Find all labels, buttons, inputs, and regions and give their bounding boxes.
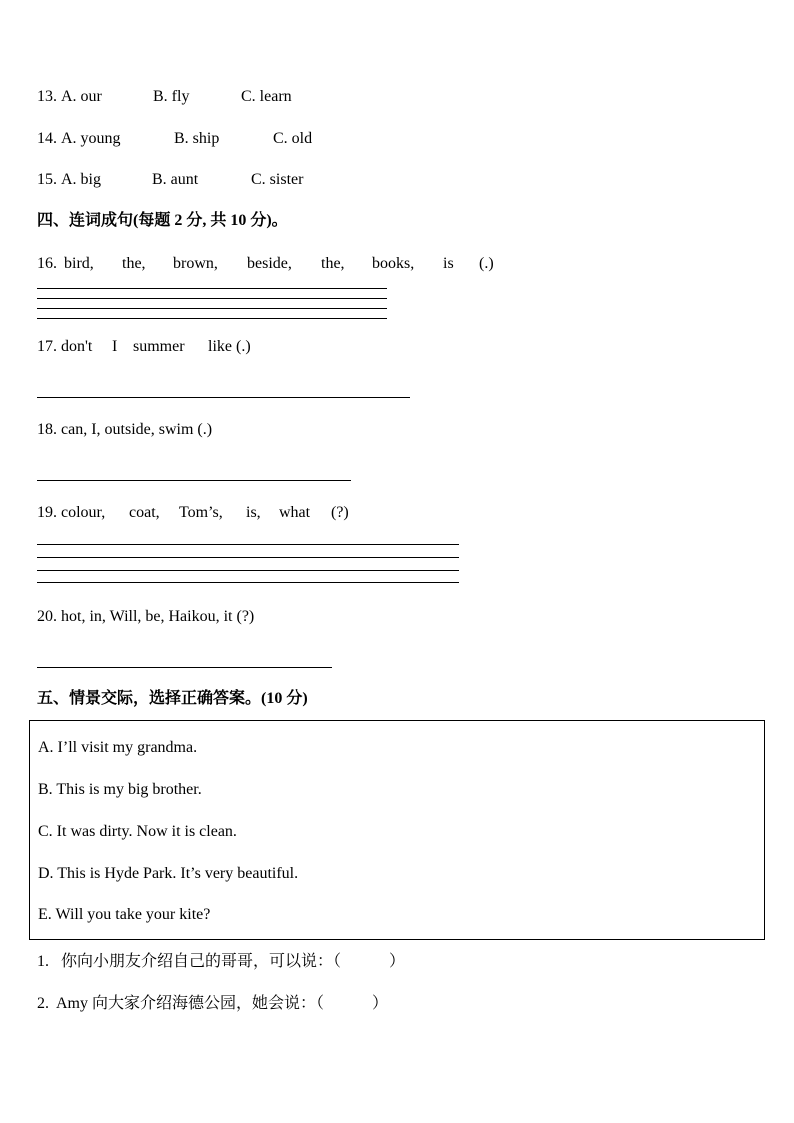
option-b: B. aunt (152, 171, 199, 188)
word: coat, (129, 504, 160, 521)
word: summer (133, 338, 185, 355)
question-number: 14. (37, 130, 57, 147)
answer-line[interactable] (37, 544, 459, 545)
option-e-text: E. Will you take your kite? (38, 906, 211, 923)
word: is (443, 255, 454, 272)
word: books, (372, 255, 415, 272)
question-number: 19. (37, 504, 57, 521)
option-c: C. old (273, 130, 313, 147)
answer-line[interactable] (37, 557, 459, 558)
answer-line-18[interactable] (37, 480, 351, 481)
word: the, (321, 255, 345, 272)
option-b: B. fly (153, 88, 190, 105)
answer-line[interactable] (37, 308, 387, 309)
word: brown, (173, 255, 218, 272)
word: don't (61, 338, 93, 355)
section-5-title: 五、情景交际，选择正确答案。(10 分) (37, 690, 308, 707)
question-number: 17. (37, 338, 57, 355)
option-d-text: D. This is Hyde Park. It’s very beautiful. (38, 865, 299, 882)
question-words: hot, in, Will, be, Haikou, it (?) (61, 608, 255, 625)
question-number: 20. (37, 608, 57, 625)
word: (.) (479, 255, 494, 272)
word: bird, (64, 255, 94, 272)
question-words: can, I, outside, swim (.) (61, 421, 213, 438)
question-number: 16. (37, 255, 57, 272)
answer-line[interactable] (37, 582, 459, 583)
option-c: C. learn (241, 88, 292, 105)
question-number: 13. (37, 88, 57, 105)
question-text: 你向小朋友介绍自己的哥哥，可以说：（ ） (61, 953, 406, 970)
word: I (112, 338, 118, 355)
question-number: 15. (37, 171, 57, 188)
answer-line[interactable] (37, 570, 459, 571)
word: is, (246, 504, 261, 521)
options-box (29, 720, 765, 940)
word: colour, (61, 504, 106, 521)
word: Tom’s, (179, 504, 223, 521)
question-number: 18. (37, 421, 57, 438)
option-a: A. big (61, 171, 101, 188)
answer-line-20[interactable] (37, 667, 332, 668)
word: the, (122, 255, 146, 272)
option-a: A. young (61, 130, 121, 147)
answer-line[interactable] (37, 298, 387, 299)
option-b: B. ship (174, 130, 220, 147)
answer-line[interactable] (37, 318, 387, 319)
option-a: A. our (61, 88, 102, 105)
section-4-title: 四、连词成句(每题 2 分, 共 10 分)。 (37, 212, 288, 229)
question-number: 1. (37, 953, 49, 970)
option-b-text: B. This is my big brother. (38, 781, 202, 798)
option-c: C. sister (251, 171, 304, 188)
word: (?) (331, 504, 349, 521)
question-number: 2. (37, 995, 49, 1012)
word: like (.) (208, 338, 251, 355)
word: beside, (247, 255, 292, 272)
question-text: Amy 向大家介绍海德公园，她会说：（ ） (56, 995, 389, 1012)
answer-line-17[interactable] (37, 397, 410, 398)
word: what (279, 504, 311, 521)
answer-line[interactable] (37, 288, 387, 289)
option-a-text: A. I’ll visit my grandma. (38, 739, 198, 756)
option-c-text: C. It was dirty. Now it is clean. (38, 823, 237, 840)
